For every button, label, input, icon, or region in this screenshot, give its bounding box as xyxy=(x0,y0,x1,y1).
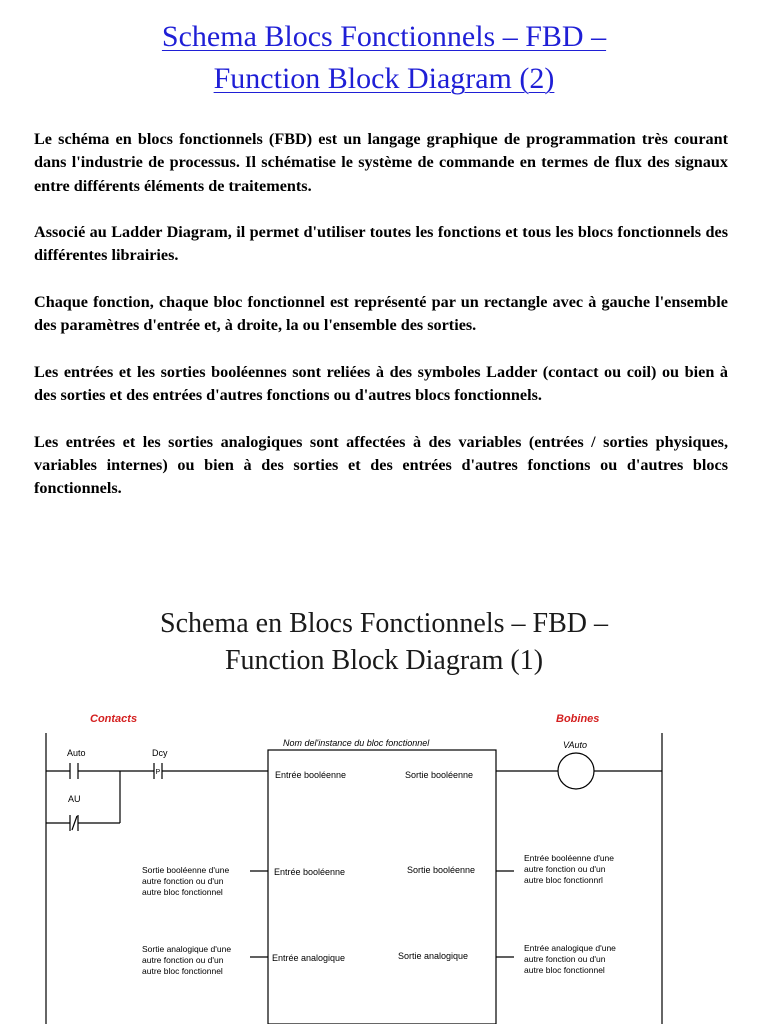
body-text xyxy=(34,128,728,524)
function-block xyxy=(268,750,496,1024)
contact-auto-label: Auto xyxy=(67,748,86,758)
block-input-boolean-2: Entrée booléenne xyxy=(274,867,346,877)
right-note-analog-line-3: autre bloc fonctionnel xyxy=(524,965,605,975)
left-note-boolean xyxy=(142,865,229,897)
contact-dcy-mark: P xyxy=(155,769,161,776)
contact-dcy-label: Dcy xyxy=(152,748,168,758)
right-note-analog xyxy=(524,943,616,975)
block-output-analog: Sortie analogique xyxy=(398,951,469,961)
paragraph-1: Le schéma en blocs fonctionnels (FBD) est un langage graphique de programmation très courant dans l'industrie de processus. Il schématise le système de commande en termes de flux des signaux entre différents éléments de traitements. xyxy=(34,130,728,195)
left-note-analog-line-3: autre bloc fonctionnel xyxy=(142,966,223,976)
block-instance-name: Nom del'instance du bloc fonctionnel xyxy=(283,738,430,748)
left-note-boolean-line-1: Sortie booléenne d'une xyxy=(142,865,230,875)
block-output-boolean-2: Sortie booléenne xyxy=(407,865,476,875)
bobines-label: Bobines xyxy=(556,713,600,725)
title-line-2[interactable]: Function Block Diagram (2) xyxy=(213,62,555,95)
right-note-boolean-line-3: autre bloc fonctionnrl xyxy=(524,875,603,885)
block-output-boolean-1: Sortie booléenne xyxy=(405,770,474,780)
contact-au-label: AU xyxy=(68,794,81,804)
left-note-boolean-line-3: autre bloc fonctionnel xyxy=(142,887,223,897)
left-note-analog xyxy=(142,944,231,976)
right-note-boolean-line-2: autre fonction ou d'un xyxy=(524,864,606,874)
fbd-diagram xyxy=(0,700,768,1024)
block-input-boolean-1: Entrée booléenne xyxy=(275,770,347,780)
paragraph-5: Les entrées et les sorties analogiques sont affectées à des variables (entrées / sorties physiques, variables internes) ou bien à des sorties et des entrées d'autres fonctions ou d'autres blocs fonctionnels. xyxy=(34,432,728,498)
right-note-boolean-line-1: Entrée booléenne d'une xyxy=(524,853,615,863)
block-input-analog: Entrée analogique xyxy=(272,953,346,963)
right-note-analog-line-1: Entrée analogique d'une xyxy=(524,943,616,953)
page-title xyxy=(0,16,768,100)
slide-title-line-2: Function Block Diagram (1) xyxy=(224,645,544,676)
coil-symbol xyxy=(558,753,594,789)
paragraph-2: Associé au Ladder Diagram, il permet d'utiliser toutes les fonctions et tous les blocs fonctionnels des différentes librairies. xyxy=(34,223,728,265)
title-line-1[interactable]: Schema Blocs Fonctionnels – FBD – xyxy=(161,20,607,53)
slide-title xyxy=(0,605,768,679)
left-note-analog-line-2: autre fonction ou d'un xyxy=(142,955,224,965)
left-note-boolean-line-2: autre fonction ou d'un xyxy=(142,876,224,886)
coil-label: VAuto xyxy=(563,740,588,750)
right-note-analog-line-2: autre fonction ou d'un xyxy=(524,954,606,964)
left-note-analog-line-1: Sortie analogique d'une xyxy=(142,944,232,954)
paragraph-3: Chaque fonction, chaque bloc fonctionnel est représenté par un rectangle avec à gauche l'ensemble des paramètres d'entrée et, à droite, la ou l'ensemble des sorties. xyxy=(34,293,728,335)
contacts-label: Contacts xyxy=(90,713,138,725)
right-note-boolean xyxy=(524,853,614,885)
paragraph-4: Les entrées et les sorties booléennes sont reliées à des symboles Ladder (contact ou coil) ou bien à des sorties et des entrées d'autres fonctions ou d'autres blocs fonctionnels. xyxy=(34,362,728,405)
slide-title-line-1: Schema en Blocs Fonctionnels – FBD – xyxy=(160,608,608,639)
